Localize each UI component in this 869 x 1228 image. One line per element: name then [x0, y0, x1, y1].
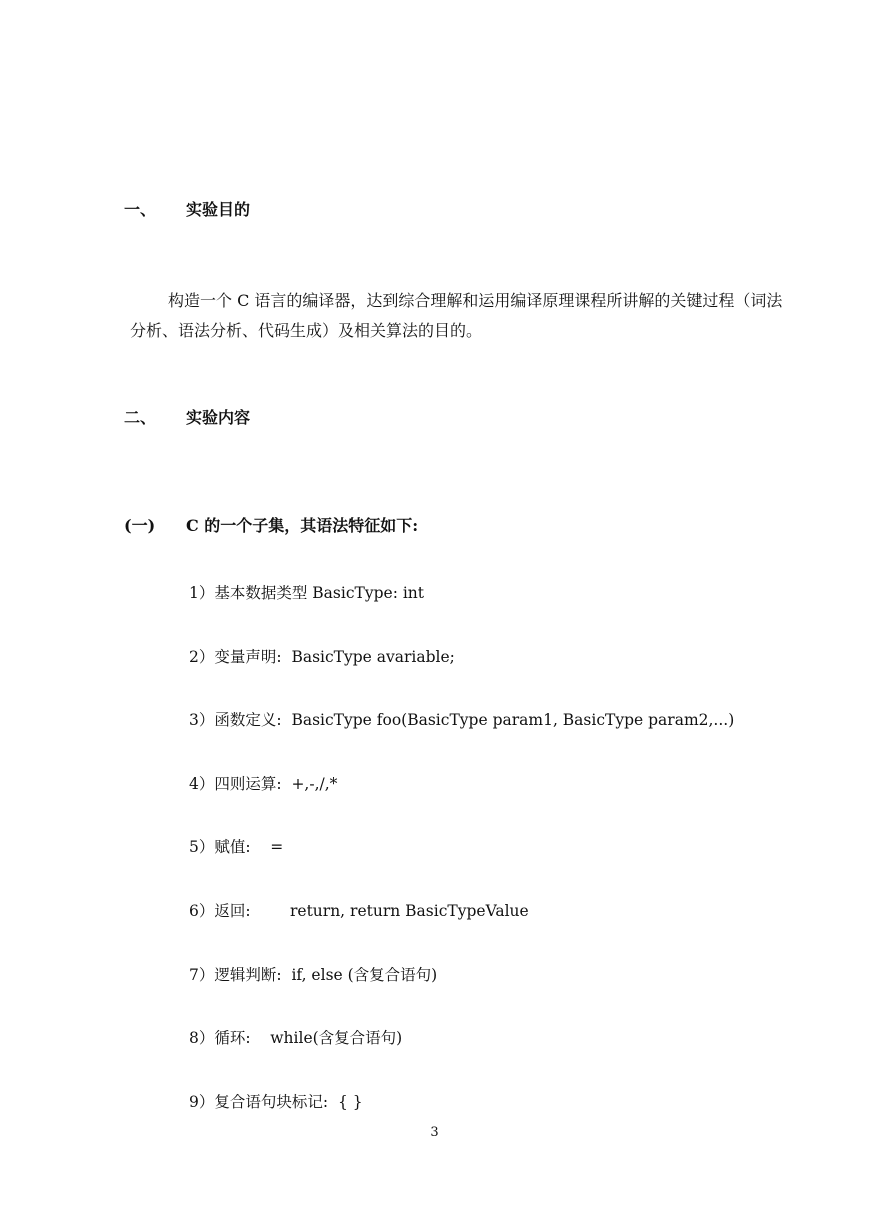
- page-number: 3: [430, 1125, 439, 1140]
- feature-item: 6）返回: return, return BasicTypeValue: [189, 902, 529, 920]
- feature-item: 2）变量声明: BasicType avariable;: [189, 648, 455, 666]
- feature-item: 5）赋值: =: [189, 838, 284, 856]
- subsection-title: C 的一个子集，其语法特征如下:: [186, 516, 419, 535]
- feature-item: 9）复合语句块标记: { }: [189, 1093, 363, 1111]
- section-title: 实验目的: [186, 200, 251, 219]
- subsection-number: (一): [124, 516, 156, 535]
- feature-item: 3）函数定义: BasicType foo(BasicType param1, BasicType param2,...): [189, 711, 735, 729]
- feature-item: 7）逻辑判断: if, else (含复合语句): [189, 966, 438, 984]
- feature-item: 4）四则运算: +,-,/,*: [189, 775, 338, 793]
- feature-item: 8）循环: while(含复合语句): [189, 1029, 403, 1047]
- feature-item: 1）基本数据类型 BasicType: int: [189, 584, 425, 602]
- section-number: 二、: [124, 408, 157, 427]
- section-title: 实验内容: [186, 408, 251, 427]
- purpose-paragraph: 构造一个 C 语言的编译器，达到综合理解和运用编译原理课程所讲解的关键过程（词法分析、语法分析、代码生成）及相关算法的目的。: [130, 291, 783, 340]
- section-number: 一、: [124, 200, 157, 219]
